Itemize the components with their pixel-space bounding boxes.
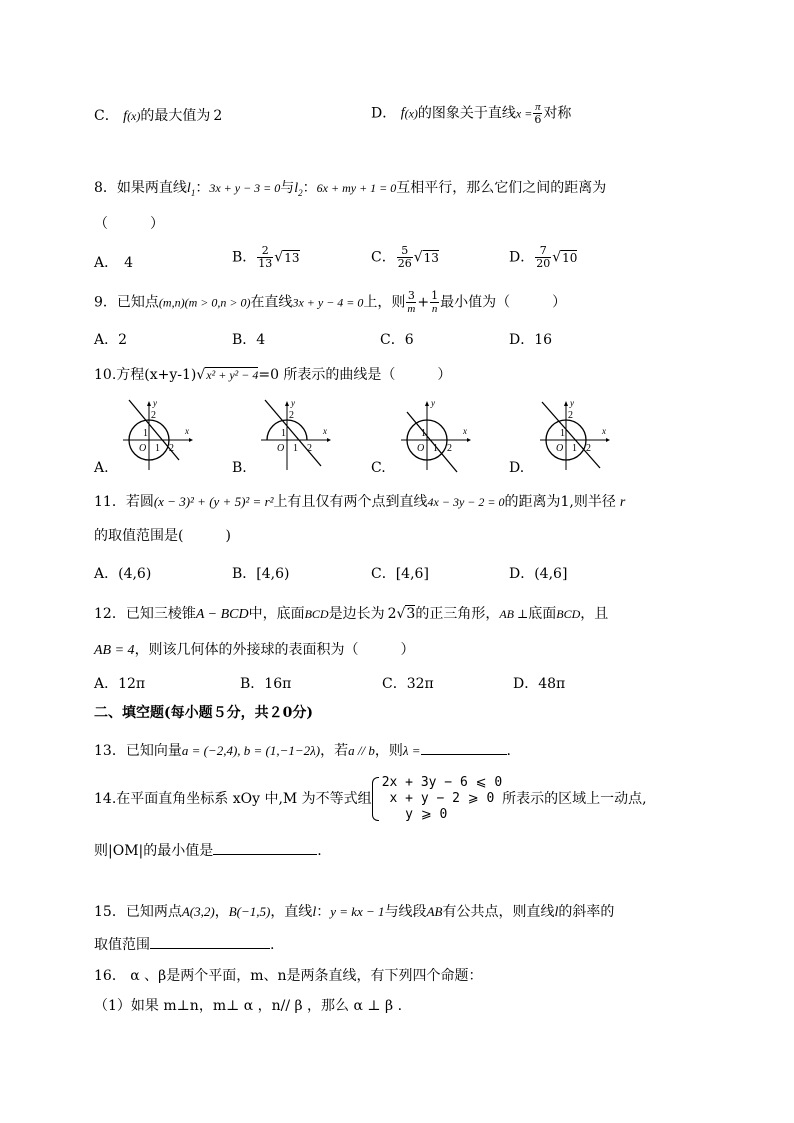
q8-paren [94, 214, 164, 234]
text: 底面 [528, 606, 557, 622]
text: 14.在平面直角坐标系 xOy 中,M 为不等式组 [94, 791, 372, 807]
text: 的斜率的 [558, 904, 615, 920]
frac-den: m [407, 303, 416, 315]
inequality-row: y ⩾ 0 [381, 807, 448, 822]
text: 最小值为（ ） [440, 294, 567, 311]
q7-option-c [94, 106, 222, 127]
fraction-3-m [406, 290, 416, 315]
tick-label: 1 [572, 443, 577, 454]
q12-line2 [94, 640, 415, 661]
graph-c [393, 398, 473, 473]
text: 与 [280, 180, 295, 196]
q11-option-d: D．(4,6] [509, 566, 568, 582]
text: 15．已知两点 [94, 904, 182, 920]
y-label: y [570, 398, 574, 408]
frac-num: 1 [431, 289, 439, 302]
text: 在直线 [250, 294, 293, 311]
sqrt-sign: √ [413, 249, 423, 266]
math-sub: 1 [190, 187, 196, 198]
text: 有公共点，则直线 [442, 904, 555, 920]
text: 中，底面 [248, 606, 305, 622]
fraction [397, 245, 413, 270]
math: λ = [402, 743, 421, 758]
inequality-row: 2x + 3y − 6 ⩽ 0 [381, 775, 503, 790]
math: A(3,2) [181, 904, 215, 919]
graph-d [532, 398, 612, 473]
tick-label: 2 [307, 443, 312, 454]
q9-option-b: B．4 [232, 332, 266, 348]
text: 13．已知向量 [94, 743, 182, 759]
math-sub: 2 [298, 187, 303, 198]
radicand: 13 [423, 250, 439, 265]
plus: + [417, 294, 430, 311]
math: l [186, 181, 191, 196]
q14-stem [94, 775, 647, 823]
radicand: x² + y² − 4 [206, 368, 259, 382]
origin-label: O [277, 443, 285, 454]
text: 11．若圆 [94, 494, 154, 510]
math: AB = 4 [94, 643, 135, 658]
answer-blank[interactable] [150, 934, 270, 949]
text: ，则 [374, 743, 403, 759]
graph-a [115, 398, 195, 473]
option-value: 4 [124, 255, 134, 271]
option-text-end: 对称 [543, 105, 572, 122]
y-arrow [147, 401, 151, 406]
tick-label: 2 [151, 410, 156, 421]
text: 12．已知三棱锥 [94, 606, 196, 622]
q10-label-d: D. [509, 460, 525, 476]
tick-label: 2 [169, 443, 174, 454]
q11-option-a: A．(4,6) [94, 566, 152, 582]
radicand: 3 [406, 606, 416, 622]
y-label: y [431, 398, 435, 408]
text: ，则该几何体的外接球的表面积为（ ） [134, 642, 415, 658]
math: BCD [556, 607, 581, 621]
q12-option-d: D．48π [513, 676, 566, 692]
q12-option-b: B．16π [240, 676, 292, 692]
math-arg: (x) [127, 109, 141, 123]
tick-label: 1 [281, 428, 286, 439]
text: . [270, 937, 275, 953]
text: ： [302, 180, 317, 196]
y-arrow [564, 401, 568, 406]
text: 的正三角形， [415, 606, 500, 622]
text: . [506, 743, 511, 759]
text: =0 所表示的曲线是（ ） [258, 367, 452, 383]
math-eq: y = kx − 1 [330, 904, 385, 919]
frac-num: 2 [257, 245, 273, 258]
frac-den: 13 [258, 257, 273, 270]
answer-blank[interactable] [213, 840, 317, 855]
option-text: 的图象关于直线 [417, 105, 516, 122]
q11-line2: 的取值范围是( ) [94, 528, 231, 544]
answer-paren: （ ） [94, 216, 164, 232]
option-text: 的最大值为 [140, 108, 211, 124]
q13-stem [94, 740, 511, 761]
q9-option-c: C．6 [380, 332, 414, 348]
q10-label-c: C. [371, 460, 386, 476]
q16-proposition-1: （1）如果 m⊥n，m⊥ α ，n// β ，那么 α ⊥ β . [94, 998, 403, 1014]
q10-label-b: B. [232, 460, 247, 476]
tick-label: 2 [447, 443, 452, 454]
option-label: C． [371, 249, 396, 266]
text: 上，则 [363, 294, 406, 311]
text: 互相平行，那么它们之间的距离为 [396, 180, 607, 196]
q16-stem: 16． α 、β是两个平面，m、n是两条直线，有下列四个命题： [94, 968, 483, 984]
x-arrow [606, 438, 610, 442]
text: ，直线 [270, 904, 313, 920]
option-label: D． [509, 249, 535, 266]
text: 与线段 [384, 904, 427, 920]
radicand: 10 [562, 250, 578, 265]
q8-stem [94, 178, 606, 203]
text: ， [214, 904, 229, 920]
tick-label: 2 [586, 443, 591, 454]
q11-stem [94, 492, 625, 513]
tick-label: 1 [560, 428, 565, 439]
y-arrow [425, 401, 429, 406]
radicand: 13 [284, 250, 300, 265]
option-label: D． [371, 105, 397, 122]
tick-label: 2 [568, 410, 573, 421]
q14-line2 [94, 840, 322, 861]
x-arrow [327, 438, 331, 442]
text: 取值范围 [94, 937, 150, 953]
q15-line2 [94, 934, 274, 955]
q12-option-c: C．32π [382, 676, 434, 692]
x-label: x [185, 426, 189, 436]
math: AB [426, 904, 443, 919]
text: . [317, 843, 322, 859]
sqrt-sign: √ [552, 249, 562, 266]
math-f: f [400, 105, 405, 121]
x-label: x [463, 426, 467, 436]
math-r: r [619, 495, 626, 510]
left-brace [372, 777, 379, 821]
sqrt-sign: √ [274, 249, 284, 266]
y-label: y [291, 398, 295, 408]
text: ，且 [580, 606, 609, 622]
frac-num: 3 [407, 289, 415, 302]
math-eq: 3x + y − 3 = 0 [209, 181, 281, 195]
text: 是边长为 [328, 606, 385, 622]
inequality-row: x + y − 2 ⩾ 0 [381, 791, 495, 806]
x-label: x [323, 426, 327, 436]
math: BCD [304, 607, 329, 621]
origin-label: O [417, 443, 425, 454]
text: 的距离为1,则半径 [504, 494, 616, 510]
q8-option-d [509, 245, 577, 270]
q9-option-a: A．2 [94, 332, 128, 348]
y-label: y [153, 398, 157, 408]
q8-option-c [371, 245, 439, 270]
tick-label: 1 [421, 428, 426, 439]
text: 10.方程(x+y-1) [94, 367, 197, 383]
frac-num: π [535, 101, 541, 113]
math: a = (−2,4), b = (1,−1−2λ) [181, 743, 321, 758]
x-arrow [189, 438, 193, 442]
option-label: A． [94, 255, 119, 271]
x-label: x [602, 426, 606, 436]
q10-stem [94, 365, 451, 385]
math: (m,n)(m > 0,n > 0) [158, 295, 251, 310]
origin-label: O [556, 443, 564, 454]
text: ： [195, 180, 210, 196]
q12-option-a: A．12π [94, 676, 146, 692]
math: l [312, 905, 317, 920]
sqrt-sign: √ [196, 367, 206, 383]
inequality-system [372, 775, 502, 823]
graph-b [253, 398, 333, 473]
math: l [294, 181, 299, 196]
math: B(−1,5) [228, 904, 271, 919]
text: 上有且仅有两个点到直线 [273, 494, 428, 510]
math-eq: 6x + my + 1 = 0 [316, 181, 397, 195]
math: 2 [387, 606, 397, 622]
frac-den: 6 [534, 113, 542, 126]
math: AB ⊥ [499, 607, 529, 621]
tick-label: 1 [143, 428, 148, 439]
math: a // b [348, 743, 375, 758]
tick-label: 1 [155, 443, 160, 454]
q11-option-b: B．[4,6) [232, 566, 290, 582]
math-f: f [123, 109, 128, 124]
q9-stem [94, 290, 566, 315]
q10-label-a: A. [94, 460, 109, 476]
frac-num: 7 [535, 245, 551, 258]
math-arg: (x) [404, 106, 418, 121]
q11-option-c: C．[4,6] [371, 566, 429, 582]
fraction [535, 245, 551, 270]
math-eq: (x − 3)² + (y + 5)² = r² [153, 494, 274, 509]
tick-label: 2 [289, 410, 294, 421]
text: 8．如果两直线 [94, 180, 187, 196]
math-eq: 3x + y − 4 = 0 [292, 295, 364, 310]
x-arrow [467, 438, 471, 442]
text: 则|OM|的最小值是 [94, 843, 214, 859]
tick-label: 1 [293, 443, 298, 454]
option-label: B． [232, 249, 257, 266]
text: 所表示的区域上一动点, [502, 791, 647, 807]
math: l [554, 905, 559, 920]
q7-option-d [371, 101, 571, 126]
q9-option-d: D．16 [509, 332, 553, 348]
fraction [257, 245, 273, 270]
frac-num: 5 [397, 245, 413, 258]
q12-stem [94, 604, 608, 625]
fraction-pi-6 [533, 101, 542, 126]
y-arrow [285, 401, 289, 406]
q15-stem [94, 902, 614, 923]
origin-label: O [139, 443, 147, 454]
option-label: C． [94, 108, 119, 124]
text: 9．已知点 [94, 294, 159, 311]
frac-den: 20 [536, 257, 551, 270]
tick-label: 1 [433, 443, 438, 454]
math-x: x = [515, 106, 533, 121]
q8-option-a [94, 253, 133, 273]
frac-den: 26 [397, 257, 412, 270]
frac-den: n [431, 303, 438, 315]
text: ： [316, 904, 331, 920]
sqrt-sign: √ [396, 606, 406, 622]
math-eq: 4x − 3y − 2 = 0 [427, 495, 505, 509]
q8-option-b [232, 245, 300, 270]
section-heading: 二、填空题(每小题５分，共２0分) [94, 705, 313, 721]
math: A − BCD [195, 607, 249, 622]
answer-blank[interactable] [421, 740, 507, 755]
text: ，若 [320, 743, 349, 759]
fraction-1-n [430, 290, 439, 315]
option-value: 2 [213, 108, 223, 124]
